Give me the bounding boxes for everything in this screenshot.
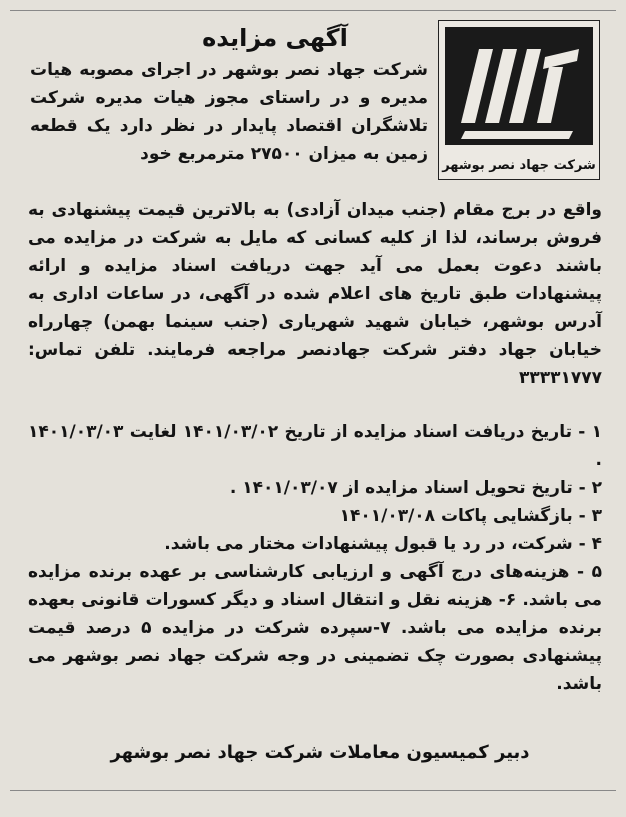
top-divider xyxy=(10,10,616,11)
jahad-nasr-logo-icon xyxy=(445,27,593,145)
notice-body xyxy=(28,196,602,392)
list-item: ۱ - تاریخ دریافت اسناد مزایده از تاریخ ۱۴۰۱/۰۳/۰۲ لغایت ۱۴۰۱/۰۳/۰۳ . xyxy=(28,422,602,470)
bottom-divider xyxy=(10,790,616,791)
notice-title: آگهی مزایده xyxy=(202,24,348,52)
list-item: ۲ - تاریخ تحویل اسناد مزایده از ۱۴۰۱/۰۳/۰۷ . xyxy=(229,478,602,498)
list-item: ۴ - شرکت، در رد یا قبول پیشنهادات مختار می باشد. xyxy=(164,534,602,554)
list-item: ۵ - هزینه‌های درج آگهی و ارزیابی کارشناسی بر عهده برنده مزایده می باشد. ۶- هزینه نقل و انتقال اسناد و دیگر کسورات قانونی بعهده برنده مزایده می باشد. ۷-سپرده شرکت در مزایده ۵ درصد قیمت پیشنهادی بصورت چک تضمینی در وجه شرکت جهاد نصر بوشهر می باشد. xyxy=(28,562,603,694)
notice-intro xyxy=(30,56,428,168)
logo-caption: شرکت جهاد نصر بوشهر xyxy=(442,158,596,173)
company-logo-box xyxy=(438,20,600,180)
notice-signature: دبیر کمیسیون معاملات شرکت جهاد نصر بوشهر xyxy=(110,742,530,763)
list-item: ۳ - بازگشایی پاکات ۱۴۰۱/۰۳/۰۸ xyxy=(339,506,602,526)
notice-items xyxy=(28,418,602,698)
body-paragraph: واقع در برج مقام (جنب میدان آزادی) به بالاترین قیمت پیشنهادی به فروش برساند، لذا از کلیه کسانی که مایل به شرکت در مزایده می باشند دعوت بعمل می آید جهت دریافت اسناد مزایده و ارائه پیشنهادات طبق تاریخ های اعلام شده در آگهی، در ساعات اداری به آدرس بوشهر، خیابان شهید شهریاری (جنب سینما بهمن) چهارراه خیابان جهاد دفتر شرکت جهادنصر مراجعه فرمایند. تلفن تماس: ۳۳۳۳۱۷۷۷ xyxy=(28,200,602,388)
intro-paragraph: شرکت جهاد نصر بوشهر در اجرای مصوبه هیات مدیره و در راستای مجوز هیات مدیره شرکت تلاشگران اقتصاد پایدار در نظر دارد یک قطعه زمین به میزان ۲۷۵۰۰ مترمربع خود xyxy=(30,60,428,164)
